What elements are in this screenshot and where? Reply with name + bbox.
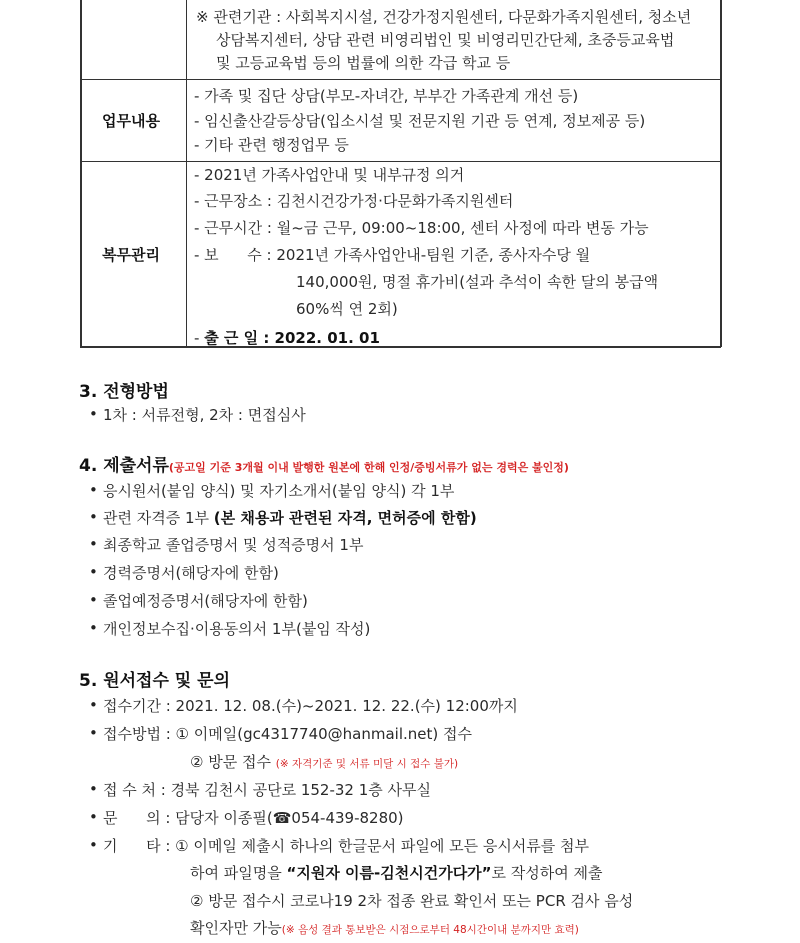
service-item: - 근무시간 : 월~금 근무, 09:00~18:00, 센터 사정에 따라 변동 가능 xyxy=(194,219,649,237)
application-method-email: 접수방법 : ① 이메일(gc4317740@hanmail.net) 접수 xyxy=(103,725,472,743)
agency-note-line: ※ 관련기관 : 사회복지시설, 건강가정지원센터, 다문화가족지원센터, 청소년 xyxy=(196,8,692,26)
duty-item: - 기타 관련 행정업무 등 xyxy=(194,136,349,154)
contact-info: 문 의 : 담당자 이종필(☎054-439-8280) xyxy=(103,809,404,827)
service-item: - 보 수 : 2021년 가족사업안내-팀원 기준, 종사자수당 월 xyxy=(194,246,591,264)
service-item-continued: 140,000원, 명절 휴가비(설과 추석이 속한 달의 봉급액 xyxy=(296,273,659,291)
bullet: • xyxy=(89,508,98,526)
etc-text: 확인자만 가능 xyxy=(190,919,282,937)
duty-item: - 임신출산갈등상담(입소시설 및 전문지원 기관 등 연계, 정보제공 등) xyxy=(194,112,646,130)
table-border-right xyxy=(720,0,722,347)
application-period: 접수기간 : 2021. 12. 08.(수)~2021. 12. 22.(수) 12:00까지 xyxy=(103,697,518,715)
etc-line: ② 방문 접수시 코로나19 2차 접종 완료 확인서 또는 PCR 검사 음성 xyxy=(190,892,634,910)
filename-format: “지원자 이름-김천시건가다가” xyxy=(286,864,492,882)
start-date-prefix: - xyxy=(194,329,205,347)
bullet: • xyxy=(89,481,98,499)
bullet: • xyxy=(89,591,98,609)
service-item-continued: 60%씩 연 2회) xyxy=(296,300,398,318)
bullet: • xyxy=(89,808,98,826)
service-item: - 2021년 가족사업안내 및 내부규정 의거 xyxy=(194,166,465,184)
bullet: • xyxy=(89,780,98,798)
table-column-divider xyxy=(186,0,187,347)
visit-text: ② 방문 접수 xyxy=(190,753,271,771)
etc-text: 로 작성하여 제출 xyxy=(491,864,603,882)
etc-note: (※ 음성 결과 통보받은 시점으로부터 48시간이내 분까지만 효력) xyxy=(281,924,579,936)
document-item-text: 관련 자격증 1부 xyxy=(103,509,214,527)
document-item: 최종학교 졸업증명서 및 성적증명서 1부 xyxy=(103,536,364,554)
etc-line xyxy=(190,917,579,938)
bullet: • xyxy=(89,724,98,742)
table-row-divider xyxy=(80,161,721,162)
bullet: • xyxy=(89,696,98,714)
application-place: 접 수 처 : 경북 김천시 공단로 152-32 1층 사무실 xyxy=(103,781,431,799)
bullet: • xyxy=(89,836,98,854)
start-date-value: 출 근 일 : 2022. 01. 01 xyxy=(204,329,380,347)
bullet: • xyxy=(89,535,98,553)
start-date xyxy=(194,327,380,348)
duties-label: 업무내용 xyxy=(102,112,160,130)
section5-title: 5. 원서접수 및 문의 xyxy=(79,671,230,691)
etc-line xyxy=(190,862,603,883)
agency-note-line: 및 고등교육법 등의 법률에 의한 각급 학교 등 xyxy=(216,54,511,72)
section4-note: (공고일 기준 3개월 이내 발행한 원본에 한해 인정/증빙서류가 없는 경력은 불인정) xyxy=(168,461,569,474)
document-item: 개인정보수집·이용동의서 1부(붙임 작성) xyxy=(103,620,371,638)
bullet: • xyxy=(89,563,98,581)
table-border-bottom xyxy=(80,346,721,348)
service-item: - 근무장소 : 김천시건강가정·다문화가족지원센터 xyxy=(194,192,514,210)
section4-title-text: 4. 제출서류 xyxy=(79,456,169,476)
bullet: • xyxy=(89,619,98,637)
duty-item: - 가족 및 집단 상담(부모-자녀간, 부부간 가족관계 개선 등) xyxy=(194,87,579,105)
table-row-divider xyxy=(80,79,721,80)
agency-note-line: 상담복지센터, 상담 관련 비영리법인 및 비영리민간단체, 초중등교육법 xyxy=(216,31,675,49)
visit-note: (※ 자격기준 및 서류 미달 시 접수 불가) xyxy=(275,758,459,770)
application-method-visit xyxy=(190,751,458,772)
document-item: 경력증명서(해당자에 한함) xyxy=(103,564,279,582)
document-item: 응시원서(붙임 양식) 및 자기소개서(붙임 양식) 각 1부 xyxy=(103,482,455,500)
etc-text: 하여 파일명을 xyxy=(190,864,287,882)
section4-title xyxy=(79,451,569,476)
section3-title: 3. 전형방법 xyxy=(79,382,169,402)
etc-line: 기 타 : ① 이메일 제출시 하나의 한글문서 파일에 모든 응시서류를 첨부 xyxy=(103,837,590,855)
document-item: 졸업예정증명서(해당자에 한함) xyxy=(103,592,308,610)
bullet: • xyxy=(89,405,98,423)
service-label: 복무관리 xyxy=(102,246,160,264)
document-item xyxy=(103,507,477,528)
table-border-left xyxy=(80,0,82,347)
section3-item: 1차 : 서류전형, 2차 : 면접심사 xyxy=(103,406,306,424)
document-item-bold: (본 채용과 관련된 자격, 면허증에 한함) xyxy=(213,509,477,527)
